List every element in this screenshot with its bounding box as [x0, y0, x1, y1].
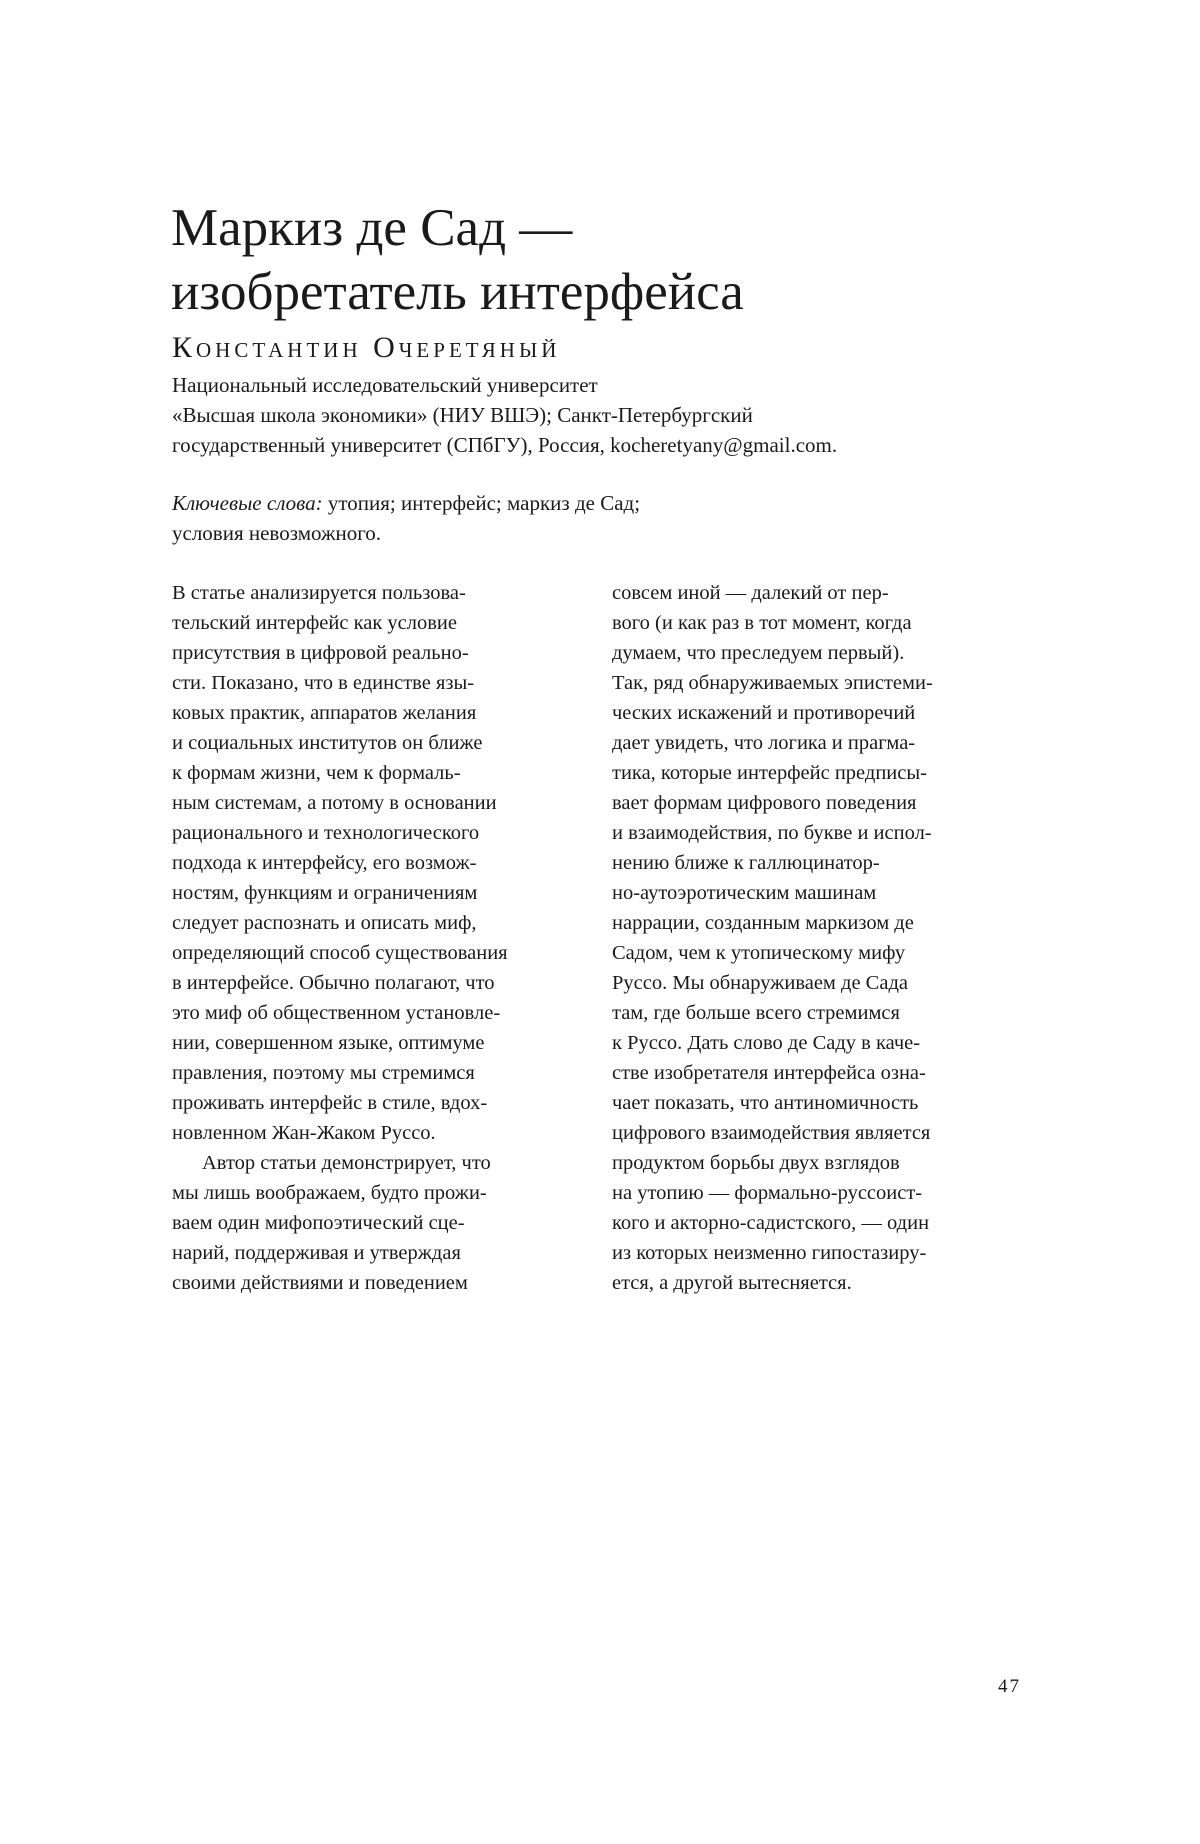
abstract-line: ковых практик, аппаратов желания — [172, 702, 477, 724]
abstract-line: вает формам цифрового поведения — [612, 792, 917, 814]
abstract-line: но-аутоэротическим машинам — [612, 882, 877, 904]
abstract-line: нению ближе к галлюцинатор- — [612, 852, 880, 874]
abstract-line: наррации, созданным маркизом де — [612, 912, 914, 934]
article-title-line-1: Маркиз де Сад — — [171, 199, 573, 257]
author-affiliation — [172, 370, 1032, 460]
abstract-line: на утопию — формально-руссоист- — [612, 1182, 923, 1204]
abstract-line: правления, поэтому мы стремимся — [172, 1062, 475, 1084]
abstract-line: там, где больше всего стремимся — [612, 1002, 900, 1024]
keywords-label: Ключевые слова: — [172, 491, 323, 515]
keywords-text: утопия; интерфейс; маркиз де Сад; — [327, 491, 641, 515]
abstract-line: проживать интерфейс в стиле, вдох- — [172, 1092, 488, 1114]
article-title — [171, 196, 1071, 324]
abstract-line: Руссо. Мы обнаруживаем де Сада — [612, 972, 908, 994]
abstract-line: из которых неизменно гипостазиру- — [612, 1242, 927, 1264]
abstract-line: чает показать, что антиномичность — [612, 1092, 919, 1114]
abstract-line: тика, которые интерфейс предписы- — [612, 762, 927, 784]
article-title-line-2: изобретатель интерфейса — [171, 263, 744, 321]
abstract-line: ется, а другой вытесняется. — [612, 1272, 852, 1294]
abstract-line: нарий, поддерживая и утверждая — [172, 1242, 461, 1264]
keywords-line: условия невозможного. — [172, 521, 382, 545]
abstract-line: подхода к интерфейсу, его возмож- — [172, 852, 477, 874]
abstract-line: присутствия в цифровой реально- — [172, 642, 469, 664]
affiliation-line: «Высшая школа экономики» (НИУ ВШЭ); Санкт-Петербургский — [172, 403, 753, 427]
abstract-line: Так, ряд обнаруживаемых эпистеми- — [612, 672, 933, 694]
abstract-line: в интерфейсе. Обычно полагают, что — [172, 972, 495, 994]
abstract-line: новленном Жан-Жаком Руссо. — [172, 1122, 436, 1144]
abstract-line: определяющий способ существования — [172, 942, 508, 964]
abstract-left-column — [172, 578, 572, 1298]
abstract-line: мы лишь воображаем, будто прожи- — [172, 1182, 487, 1204]
keywords-line — [172, 488, 972, 518]
keywords-block — [172, 488, 972, 548]
abstract-line: сти. Показано, что в единстве язы- — [172, 672, 475, 694]
abstract-line: Садом, чем к утопическому мифу — [612, 942, 906, 964]
abstract-line: цифрового взаимодействия является — [612, 1122, 931, 1144]
abstract-line: совсем иной — далекий от пер- — [612, 582, 889, 604]
abstract-line: вого (и как раз в тот момент, когда — [612, 612, 912, 634]
abstract-line: дает увидеть, что логика и прагма- — [612, 732, 916, 754]
abstract-line: рационального и технологического — [172, 822, 480, 844]
author-name: Константин Очеретяный — [172, 331, 561, 364]
abstract-line: это миф об общественном установле- — [172, 1002, 501, 1024]
abstract-line: тельский интерфейс как условие — [172, 612, 457, 634]
abstract-line: В статье анализируется пользова- — [172, 582, 466, 604]
abstract-line: ным системам, а потому в основании — [172, 792, 497, 814]
abstract-line: и социальных институтов он ближе — [172, 732, 483, 754]
abstract-line: своими действиями и поведением — [172, 1272, 468, 1294]
abstract-line: следует распознать и описать миф, — [172, 912, 477, 934]
abstract-line: и взаимодействия, по букве и испол- — [612, 822, 932, 844]
affiliation-line: Национальный исследовательский университет — [172, 373, 598, 397]
abstract-line: кого и акторно-садистского, — один — [612, 1212, 930, 1234]
abstract-line: ностям, функциям и ограничениям — [172, 882, 478, 904]
abstract-line: думаем, что преследуем первый). — [612, 642, 905, 664]
abstract-line: ваем один мифопоэтический сце- — [172, 1212, 465, 1234]
page-number: 47 — [998, 1676, 1021, 1697]
abstract-line: нии, совершенном языке, оптимуме — [172, 1032, 485, 1054]
affiliation-line: государственный университет (СПбГУ), Россия, kocheretyany@gmail.com. — [172, 433, 838, 457]
abstract-line: стве изобретателя интерфейса озна- — [612, 1062, 926, 1084]
abstract-line: к формам жизни, чем к формаль- — [172, 762, 461, 784]
abstract-line: ческих искажений и противоречий — [612, 702, 916, 724]
abstract-line: Автор статьи демонстрирует, что — [202, 1152, 491, 1174]
abstract-line: продуктом борьбы двух взглядов — [612, 1152, 900, 1174]
abstract-line: к Руссо. Дать слово де Саду в каче- — [612, 1032, 921, 1054]
abstract-right-column — [612, 578, 1032, 1298]
